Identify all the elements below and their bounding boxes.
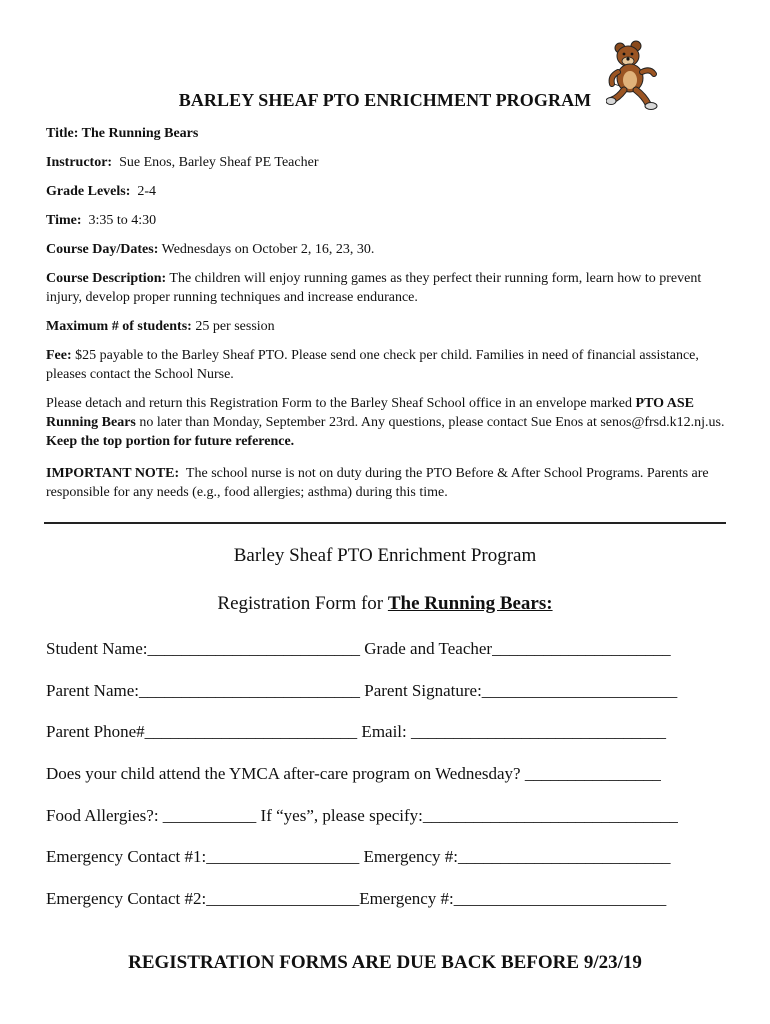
detach-divider: [44, 522, 726, 524]
instructor-row: [46, 153, 726, 172]
instructor-label: Instructor:: [46, 155, 113, 170]
food-allergies-field[interactable]: Food Allergies?: ___________ If “yes”, please specify:______________________________: [46, 806, 678, 825]
form-subtitle-prefix: Registration Form for: [217, 593, 388, 614]
emergency-contact-1-field[interactable]: Emergency Contact #1:__________________ Emergency #:_________________________: [46, 847, 671, 866]
form-program-name: The Running Bears:: [387, 593, 553, 614]
page-title: BARLEY SHEAF PTO ENRICHMENT PROGRAM: [178, 90, 592, 110]
important-note: [46, 464, 726, 502]
emergency-contact-2-field[interactable]: Emergency Contact #2:__________________Emergency #:_________________________: [46, 889, 667, 908]
fee-label: Fee:: [46, 348, 72, 363]
program-title: [46, 124, 726, 143]
course-dates-row: [46, 240, 726, 259]
max-students-value: 25 per session: [195, 319, 275, 334]
time-row: [46, 211, 726, 230]
ymca-aftercare-field[interactable]: Does your child attend the YMCA after-care program on Wednesday? ________________: [46, 764, 661, 783]
student-name-field[interactable]: Student Name:_________________________ Grade and Teacher_____________________: [46, 639, 671, 658]
grade-levels-label: Grade Levels:: [46, 184, 131, 199]
fee-row: [46, 346, 726, 384]
max-students-label: Maximum # of students:: [46, 319, 192, 334]
course-description-value: The children will enjoy running games as they perfect their running form, learn how to prevent injury, develop proper running techniques and increase endurance.: [46, 271, 702, 305]
program-title-label: Title: The Running Bears: [46, 126, 199, 141]
envelope-marking: PTO ASE Running Bears: [46, 396, 695, 430]
time-label: Time:: [46, 213, 82, 228]
form-subtitle: [0, 593, 770, 615]
keep-top-notice: Keep the top portion for future reference.: [46, 434, 295, 449]
max-students-row: [46, 317, 726, 336]
form-title: Barley Sheaf PTO Enrichment Program: [233, 545, 537, 566]
fee-value: $25 payable to the Barley Sheaf PTO. Please send one check per child. Families in need of financial assistance, pleases contact the School Nurse.: [46, 348, 699, 382]
course-description-label: Course Description:: [46, 271, 167, 286]
instructor-value: Sue Enos, Barley Sheaf PE Teacher: [119, 155, 319, 170]
return-instructions: [46, 394, 726, 451]
important-note-value: The school nurse is not on duty during the PTO Before & After School Programs. Parents are responsible for any needs (e.g., food allergies; asthma) during this time.: [46, 466, 709, 500]
important-note-label: IMPORTANT NOTE:: [46, 466, 180, 481]
grade-levels-row: [46, 182, 726, 201]
time-value: 3:35 to 4:30: [88, 213, 157, 228]
program-info: [46, 124, 726, 512]
course-dates-label: Course Day/Dates:: [46, 242, 159, 257]
grade-levels-value: 2-4: [137, 184, 157, 199]
course-dates-value: Wednesdays on October 2, 16, 23, 30.: [161, 242, 375, 257]
return-text-2: no later than Monday, September 23rd. Any questions, please contact Sue Enos at senos@frsd.k12.nj.us.: [139, 415, 725, 430]
due-date-notice: REGISTRATION FORMS ARE DUE BACK BEFORE 9/23/19: [128, 952, 642, 973]
parent-name-field[interactable]: Parent Name:__________________________ Parent Signature:_______________________: [46, 681, 678, 700]
return-text-1: Please detach and return this Registration Form to the Barley Sheaf School office in an envelope marked: [46, 396, 633, 411]
course-description-row: [46, 269, 726, 307]
parent-phone-field[interactable]: Parent Phone#_________________________ Email: ______________________________: [46, 722, 667, 741]
